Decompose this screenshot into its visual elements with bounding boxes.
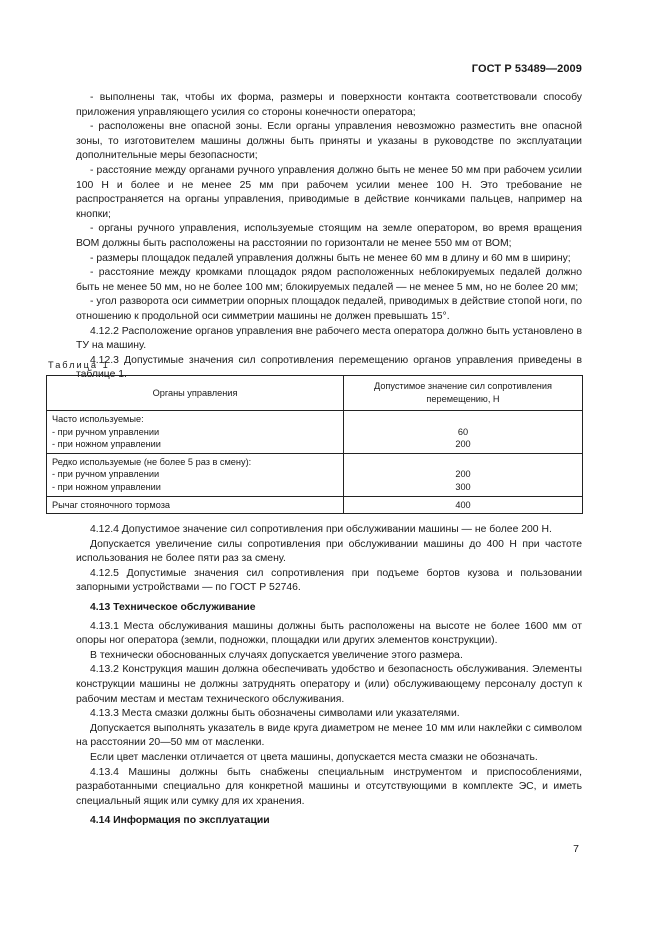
page-number: 7 — [573, 843, 579, 855]
section-heading-4-13: 4.13 Техническое обслуживание — [90, 601, 256, 613]
paragraph: Допускается выполнять указатель в виде круга диаметром не менее 10 мм или наклейки с символом на расстоянии 20—50 мм от масленки. — [76, 722, 582, 749]
body-text-top — [76, 91, 582, 383]
table-caption: Таблица 1 — [48, 360, 110, 370]
paragraph: В технически обоснованных случаях допускается увеличение этого размера. — [90, 649, 463, 661]
paragraph: - расстояние между органами ручного управления должно быть не менее 50 мм при рабочем усилии 100 Н и более и не менее 25 мм при рабочем усилии менее 100 Н. Это требование не распространяется на органы управления, приводимые в действие кончиками пальцев, например на кнопки; — [76, 164, 582, 220]
paragraph: - расстояние между кромками площадок рядом расположенных неблокируемых педалей должно быть не менее 50 мм, но не более 100 мм; блокируемых педалей — не менее 5 мм, но не более 20 мм; — [76, 267, 582, 293]
paragraph: 4.13.3 Места смазки должны быть обозначены символами или указателями. — [90, 708, 460, 720]
row-label: Часто используемые: - при ручном управлении - при ножном управлении — [47, 411, 344, 454]
body-text-bottom — [76, 523, 582, 833]
paragraph: 4.12.2 Расположение органов управления вне рабочего места оператора должно быть установлено в ТУ на машину. — [76, 325, 582, 352]
row-label: Редко используемые (не более 5 раз в смену): - при ручном управлении - при ножном управлении — [47, 453, 344, 496]
standard-number: ГОСТ Р 53489—2009 — [471, 63, 582, 75]
row-value: 400 — [344, 496, 583, 514]
paragraph: 4.12.5 Допустимые значения сил сопротивления при подъеме бортов кузова и пользовании запорными устройствами — по ГОСТ Р 52746. — [76, 567, 582, 594]
column-header-force: Допустимое значение сил сопротивления перемещению, Н — [344, 376, 583, 411]
table-header-row — [47, 376, 583, 411]
paragraph: Если цвет масленки отличается от цвета машины, допускается места смазки не обозначать. — [90, 751, 538, 763]
table-1 — [46, 375, 583, 514]
paragraph: - размеры площадок педалей управления должны быть не менее 60 мм в длину и 60 мм в ширину; — [90, 252, 571, 264]
paragraph: 4.12.3 Допустимые значения сил сопротивления перемещению органов управления приведены в таблице 1. — [76, 354, 582, 381]
paragraph: 4.13.2 Конструкция машин должна обеспечивать удобство и безопасность обслуживания. Элементы конструкции машины не должны затруднять оператору и (или) обслуживающему персоналу доступ к рабочим местам и местам технического обслуживания. — [76, 664, 582, 705]
row-value: 60 200 — [344, 411, 583, 454]
paragraph: - органы ручного управления, используемые стоящим на земле оператором, во время вращения ВОМ должны быть расположены на расстоянии по горизонтали не менее 550 мм от ВОМ; — [76, 223, 582, 249]
row-value: 200 300 — [344, 453, 583, 496]
table-row — [47, 496, 583, 514]
paragraph: 4.12.4 Допустимое значение сил сопротивления при обслуживании машины — не более 200 Н. — [90, 524, 552, 535]
paragraph: Допускается увеличение силы сопротивления при обслуживании машины до 400 Н при частоте использования не более пяти раз за смену. — [76, 538, 582, 565]
table-row — [47, 411, 583, 454]
column-header-controls: Органы управления — [47, 376, 344, 411]
paragraph: - расположены вне опасной зоны. Если органы управления невозможно разместить вне опасной зоны, то изготовителем машины должны быть приняты и указаны в руководстве по эксплуатации дополнительные меры безопасности; — [76, 121, 582, 162]
paragraph: - угол разворота оси симметрии опорных площадок педалей, приводимых в действие стопой ноги, по отношению к продольной оси симметрии машины не должен превышать 15°. — [76, 296, 582, 322]
paragraph: 4.13.1 Места обслуживания машины должны быть расположены на высоте не более 1600 мм от опоры ног оператора (земли, подножки, площадки или других элементов конструкции). — [76, 620, 582, 647]
paragraph: - выполнены так, чтобы их форма, размеры и поверхности контакта соответствовали способу приложения управляющего усилия со стороны конечности оператора; — [76, 92, 582, 118]
section-heading-4-14: 4.14 Информация по эксплуатации — [90, 815, 270, 827]
row-label: Рычаг стояночного тормоза — [47, 496, 344, 514]
table-row — [47, 453, 583, 496]
paragraph: 4.13.4 Машины должны быть снабжены специальным инструментом и приспособлениями, разработанными специально для конкретной машины и отсутствующими в комплекте ЭС, и иметь специальный ящик или сумку для их хранения. — [76, 766, 582, 807]
